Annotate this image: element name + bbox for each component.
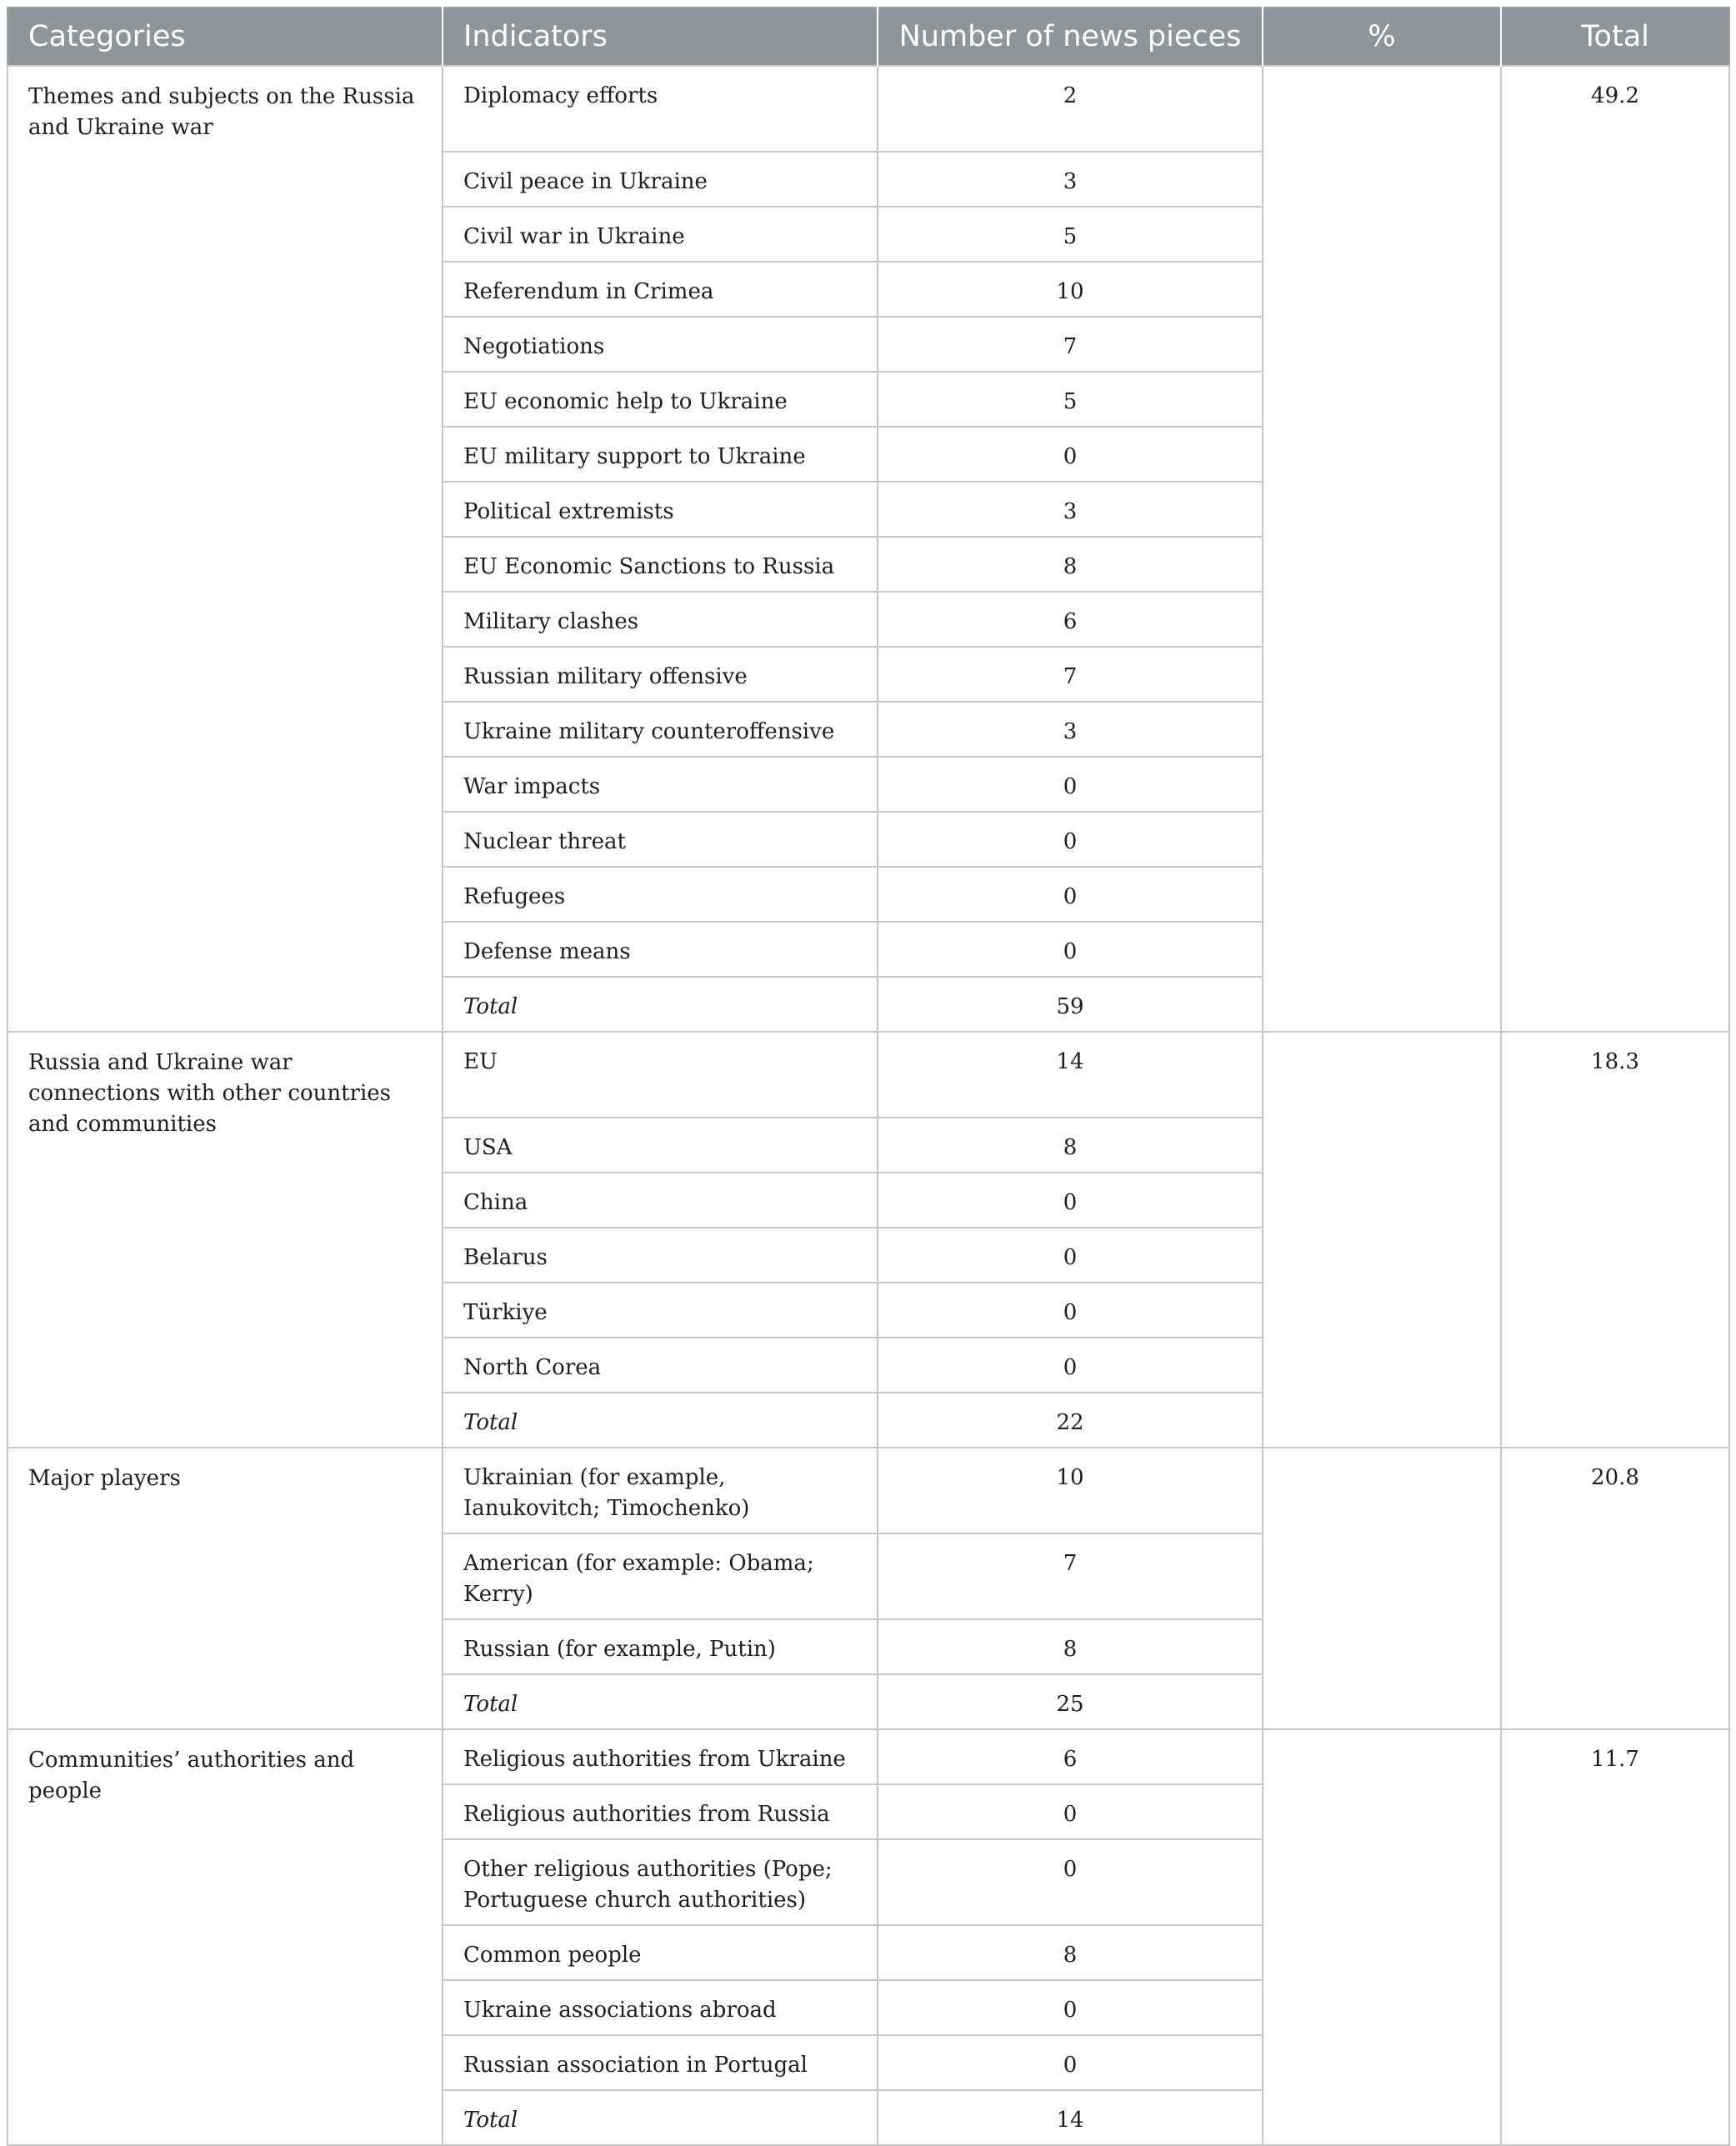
indicator-cell: Russian (for example, Putin) <box>443 1619 878 1674</box>
indicator-cell: Total <box>443 2090 878 2145</box>
indicator-cell: Total <box>443 977 878 1032</box>
indicator-cell: EU Economic Sanctions to Russia <box>443 537 878 592</box>
category-cell: Major players <box>8 1448 443 1729</box>
table-row <box>8 1032 1729 1118</box>
news-count-cell: 8 <box>878 1619 1263 1674</box>
header-news-pieces: Number of news pieces <box>878 8 1263 66</box>
indicator-cell: Refugees <box>443 867 878 922</box>
indicator-cell: Total <box>443 1674 878 1729</box>
percent-cell <box>1263 66 1501 1032</box>
percent-cell <box>1263 1729 1501 2145</box>
news-count-cell: 5 <box>878 207 1263 262</box>
indicator-cell: Negotiations <box>443 317 878 372</box>
news-count-cell: 0 <box>878 812 1263 867</box>
news-count-cell: 7 <box>878 1533 1263 1619</box>
news-count-cell: 0 <box>878 1839 1263 1925</box>
indicator-cell: Common people <box>443 1925 878 1980</box>
news-count-cell: 0 <box>878 427 1263 482</box>
category-total-cell: 11.7 <box>1501 1729 1729 2145</box>
indicator-cell: Referendum in Crimea <box>443 262 878 317</box>
header-indicators: Indicators <box>443 8 878 66</box>
news-count-cell: 8 <box>878 1925 1263 1980</box>
category-total-cell: 49.2 <box>1501 66 1729 1032</box>
indicator-cell: EU economic help to Ukraine <box>443 372 878 427</box>
header-percent: % <box>1263 8 1501 66</box>
indicator-cell: Diplomacy efforts <box>443 66 878 152</box>
indicator-cell: Belarus <box>443 1228 878 1283</box>
news-count-cell: 0 <box>878 867 1263 922</box>
category-cell: Communities’ authorities and people <box>8 1729 443 2145</box>
percent-cell <box>1263 1032 1501 1448</box>
news-count-cell: 0 <box>878 1784 1263 1839</box>
news-count-cell: 5 <box>878 372 1263 427</box>
news-count-cell: 0 <box>878 2035 1263 2090</box>
indicator-cell: American (for example: Obama; Kerry) <box>443 1533 878 1619</box>
news-count-cell: 2 <box>878 66 1263 152</box>
table-header-row <box>8 8 1729 66</box>
indicator-cell: Civil peace in Ukraine <box>443 152 878 207</box>
news-count-cell: 25 <box>878 1674 1263 1729</box>
indicator-cell: War impacts <box>443 757 878 812</box>
category-total-cell: 20.8 <box>1501 1448 1729 1729</box>
news-count-cell: 3 <box>878 482 1263 537</box>
news-count-cell: 10 <box>878 262 1263 317</box>
news-count-cell: 22 <box>878 1393 1263 1448</box>
indicator-cell: Ukraine associations abroad <box>443 1980 878 2035</box>
news-count-cell: 0 <box>878 757 1263 812</box>
category-total-cell: 18.3 <box>1501 1032 1729 1448</box>
table-row <box>8 66 1729 152</box>
indicator-cell: Religious authorities from Russia <box>443 1784 878 1839</box>
news-count-cell: 7 <box>878 317 1263 372</box>
news-count-cell: 0 <box>878 1173 1263 1228</box>
news-count-cell: 3 <box>878 702 1263 757</box>
header-total: Total <box>1501 8 1729 66</box>
news-count-cell: 8 <box>878 537 1263 592</box>
news-count-cell: 0 <box>878 1283 1263 1338</box>
news-coverage-table <box>7 7 1730 2146</box>
indicator-cell: Defense means <box>443 922 878 977</box>
indicator-cell: Other religious authorities (Pope; Portuguese church authorities) <box>443 1839 878 1925</box>
indicator-cell: Total <box>443 1393 878 1448</box>
news-count-cell: 6 <box>878 592 1263 647</box>
news-count-cell: 10 <box>878 1448 1263 1533</box>
percent-cell <box>1263 1448 1501 1729</box>
news-count-cell: 0 <box>878 1338 1263 1393</box>
news-count-cell: 6 <box>878 1729 1263 1784</box>
table-body <box>8 66 1729 2145</box>
category-cell: Themes and subjects on the Russia and Ukraine war <box>8 66 443 1032</box>
indicator-cell: Russian military offensive <box>443 647 878 702</box>
table-row <box>8 1448 1729 1533</box>
indicator-cell: Russian association in Portugal <box>443 2035 878 2090</box>
indicator-cell: EU <box>443 1032 878 1118</box>
news-count-cell: 0 <box>878 1228 1263 1283</box>
indicator-cell: Military clashes <box>443 592 878 647</box>
news-count-cell: 3 <box>878 152 1263 207</box>
indicator-cell: USA <box>443 1118 878 1173</box>
indicator-cell: Political extremists <box>443 482 878 537</box>
indicator-cell: Ukrainian (for example, Ianukovitch; Timochenko) <box>443 1448 878 1533</box>
news-count-cell: 59 <box>878 977 1263 1032</box>
indicator-cell: Türkiye <box>443 1283 878 1338</box>
news-count-cell: 7 <box>878 647 1263 702</box>
table-row <box>8 1729 1729 1784</box>
news-count-cell: 8 <box>878 1118 1263 1173</box>
category-cell: Russia and Ukraine war connections with other countries and communities <box>8 1032 443 1448</box>
indicator-cell: Religious authorities from Ukraine <box>443 1729 878 1784</box>
indicator-cell: EU military support to Ukraine <box>443 427 878 482</box>
indicator-cell: China <box>443 1173 878 1228</box>
indicator-cell: Nuclear threat <box>443 812 878 867</box>
indicator-cell: Ukraine military counteroffensive <box>443 702 878 757</box>
header-categories: Categories <box>8 8 443 66</box>
news-count-cell: 14 <box>878 1032 1263 1118</box>
indicator-cell: Civil war in Ukraine <box>443 207 878 262</box>
news-count-cell: 0 <box>878 922 1263 977</box>
news-count-cell: 0 <box>878 1980 1263 2035</box>
news-count-cell: 14 <box>878 2090 1263 2145</box>
indicator-cell: North Corea <box>443 1338 878 1393</box>
